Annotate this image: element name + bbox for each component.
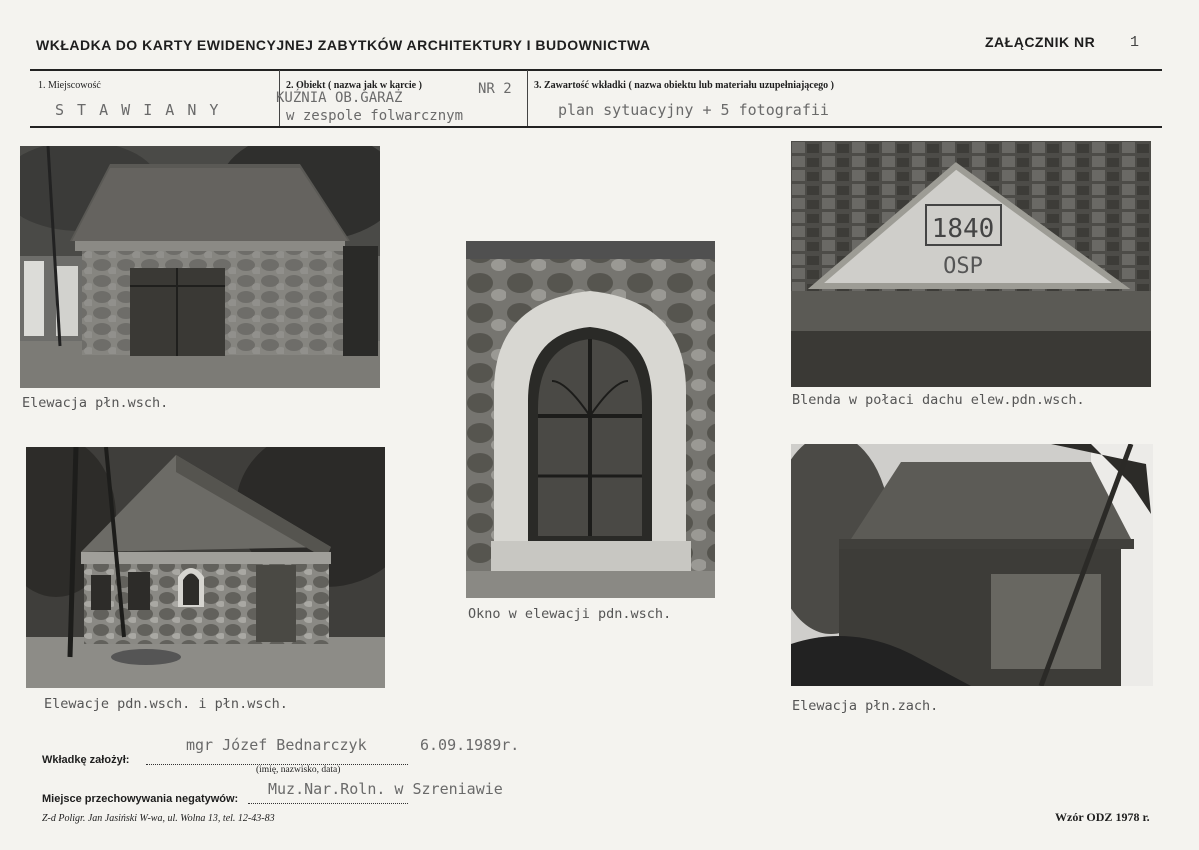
- locality-value: S T A W I A N Y: [55, 101, 221, 119]
- photo-caption-4: Elewacje pdn.wsch. i płn.wsch.: [44, 696, 288, 712]
- photo-caption-2: Okno w elewacji pdn.wsch.: [468, 606, 672, 622]
- photo-caption-1: Elewacja płn.wsch.: [22, 395, 169, 411]
- photo-caption-5: Elewacja płn.zach.: [792, 698, 939, 714]
- photo-north-west-elevation: [791, 444, 1153, 686]
- header-rule-bottom: [30, 126, 1162, 128]
- created-by-hint: (imię, nazwisko, data): [256, 765, 341, 775]
- locality-label: 1. Miejscowość: [38, 80, 101, 91]
- contents-value: plan sytuacyjny + 5 fotografii: [558, 101, 829, 119]
- field-divider-2: [527, 70, 528, 126]
- object-label: 2. Obiekt ( nazwa jak w karcie ): [286, 80, 422, 91]
- object-value-line1: KUŹNIA OB.GARAŻ: [276, 90, 403, 106]
- annex-label: ZAŁĄCZNIK NR: [985, 34, 1096, 50]
- contents-label: 3. Zawartość wkładki ( nazwa obiektu lub materiału uzupełniającego ): [534, 80, 835, 91]
- negatives-value: Muz.Nar.Roln. w Szreniawie: [268, 780, 503, 798]
- created-date: 6.09.1989r.: [420, 736, 520, 754]
- photo-caption-3: Blenda w połaci dachu elew.pdn.wsch.: [792, 392, 1085, 408]
- printer-imprint: Z-d Poligr. Jan Jasiński W-wa, ul. Wolna 13, tel. 12-43-83: [42, 813, 275, 824]
- negatives-label: Miejsce przechowywania negatywów:: [42, 793, 239, 805]
- document-title: WKŁADKA DO KARTY EWIDENCYJNEJ ZABYTKÓW ARCHITEKTURY I BUDOWNICTWA: [36, 37, 651, 53]
- annex-number: 1: [1130, 34, 1140, 51]
- object-number: NR 2: [478, 81, 512, 97]
- photo-two-elevations: [26, 447, 385, 688]
- gable-year: 1840: [931, 214, 995, 244]
- negatives-dotline: [248, 803, 408, 804]
- photo-north-east-elevation: [20, 146, 380, 388]
- created-by-value: mgr Józef Bednarczyk: [186, 736, 367, 754]
- created-by-label: Wkładkę założył:: [42, 754, 130, 766]
- gable-letters: OSP: [943, 254, 983, 279]
- photo-window: [466, 241, 715, 598]
- header-rule-top: [30, 69, 1162, 71]
- photo-gable-inscription: [791, 141, 1151, 387]
- object-value-line2: w zespole folwarcznym: [286, 108, 464, 124]
- form-model: Wzór ODZ 1978 r.: [1055, 810, 1150, 824]
